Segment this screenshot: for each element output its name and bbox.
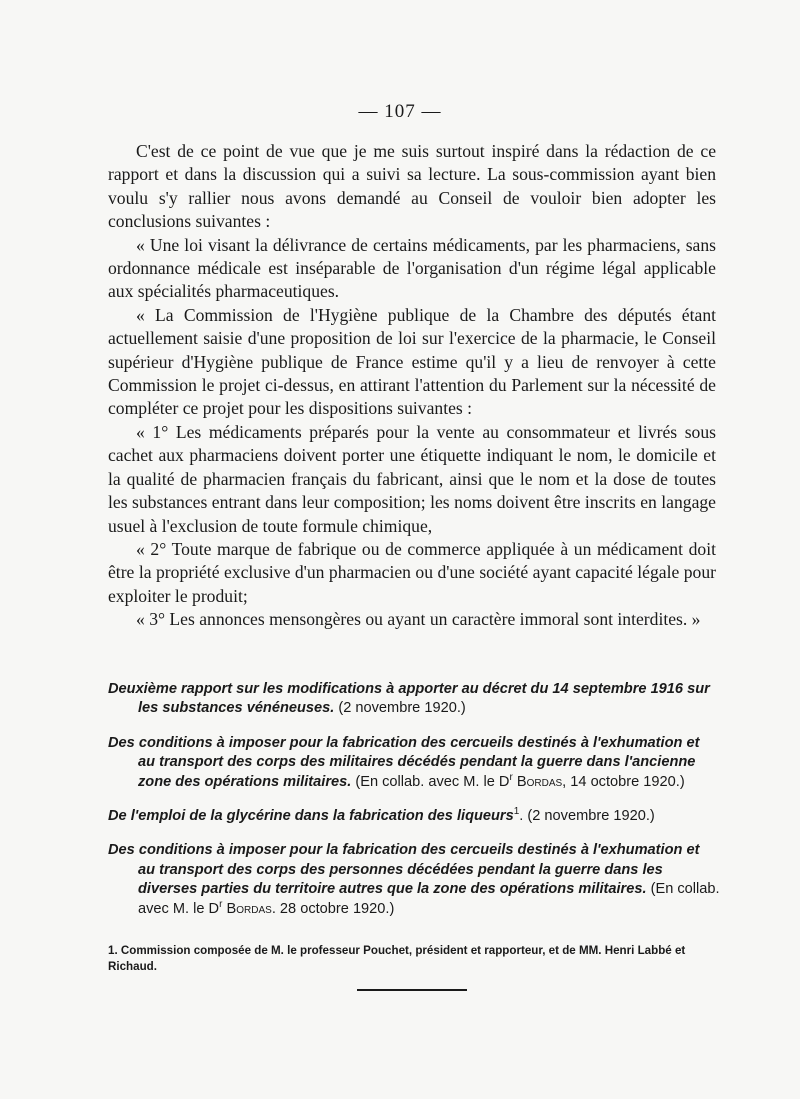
footnote-text: Commission composée de M. le professeur Pouchet, président et rapporteur, et de MM. Henri Labbé et Richaud. [108, 944, 686, 973]
footnote [108, 943, 720, 975]
author-name: Bordas [516, 773, 563, 790]
closing-rule [357, 989, 467, 991]
publication-title: De l'emploi de la glycérine dans la fabrication des liqueurs [108, 808, 514, 825]
paragraph-item-3: « 3° Les annonces mensongères ou ayant un caractère immoral sont interdites. » [136, 609, 701, 630]
paragraph-conclusion-2: « La Commission de l'Hygiène publique de la Chambre des députés étant actuellement saisie d'une proposition de loi sur l'exercice de la pharmacie, le Conseil supérieur d'Hygiène publique de France estime qu'il y a lieu de renvoyer à cette Commission le projet ci-dessus, en attirant l'attention du Parlement sur la nécessité de compléter ce projet pour les dispositions suivantes : [108, 304, 716, 419]
publication-title: Deuxième rapport sur les modifications à apporter au décret du 14 septembre 1916 sur les substances vénéneuses. [108, 681, 710, 717]
publication-date: (2 novembre 1920.) [338, 700, 466, 717]
paragraph-item-2: « 2° Toute marque de fabrique ou de commerce appliquée à un médicament doit être la propriété exclusive d'un pharmacien ou d'une société ayant capacité légale pour exploiter le produit; [108, 538, 716, 606]
report-body [108, 140, 716, 632]
publication-detail: (En collab. avec M. le $D^r$ Bordas. 28 octobre 1920.) [138, 881, 720, 917]
publication-entry [108, 680, 720, 719]
paragraph-intro: C'est de ce point de vue que je me suis surtout inspiré dans la rédaction de ce rapport et dans la discussion qui a suivi sa lecture. La sous-commission ayant bien voulu s'y rallier nous avons demandé au Conseil de vouloir bien adopter les conclusions suivantes : [108, 141, 716, 232]
author-name: Bordas [226, 900, 272, 917]
publication-title: Des conditions à imposer pour la fabrication des cercueils destinés à l'exhumation et au transport des corps des personnes décédées pendant la guerre dans les diverses parties du territoire autres que la zone des opérations militaires. [108, 842, 700, 898]
publication-entry [108, 734, 720, 792]
publication-entry [108, 841, 720, 919]
footnote-number: 1. [108, 944, 118, 957]
publication-list [108, 680, 720, 934]
publication-date: . (2 novembre 1920.) [519, 808, 655, 825]
footnote-marker: 1 [513, 806, 520, 818]
publication-entry [108, 807, 720, 826]
page-number: — 107 — [358, 101, 442, 122]
publication-title: Des conditions à imposer pour la fabrication des cercueils destinés à l'exhumation et au transport des corps des militaires décédés pendant la guerre dans l'ancienne zone des opérations militaires. [108, 734, 700, 790]
publication-detail: (En collab. avec M. le $D^r$ Bordas, 14 octobre 1920.) [355, 771, 685, 790]
paragraph-conclusion-1: « Une loi visant la délivrance de certains médicaments, par les pharmaciens, sans ordonnance médicale est inséparable de l'organisation d'un régime légal applicable aux spécialités pharmaceutiques. [108, 234, 716, 302]
paragraph-item-1: « 1° Les médicaments préparés pour la vente au consommateur et livrés sous cachet aux pharmaciens doivent porter une étiquette indiquant le nom, le domicile et la qualité de pharmacien français du fabricant, ainsi que le nom et la dose de toutes les substances entrant dans leur composition; les noms doivent être inscrits en langage usuel à l'exclusion de toute formule chimique, [108, 421, 716, 536]
